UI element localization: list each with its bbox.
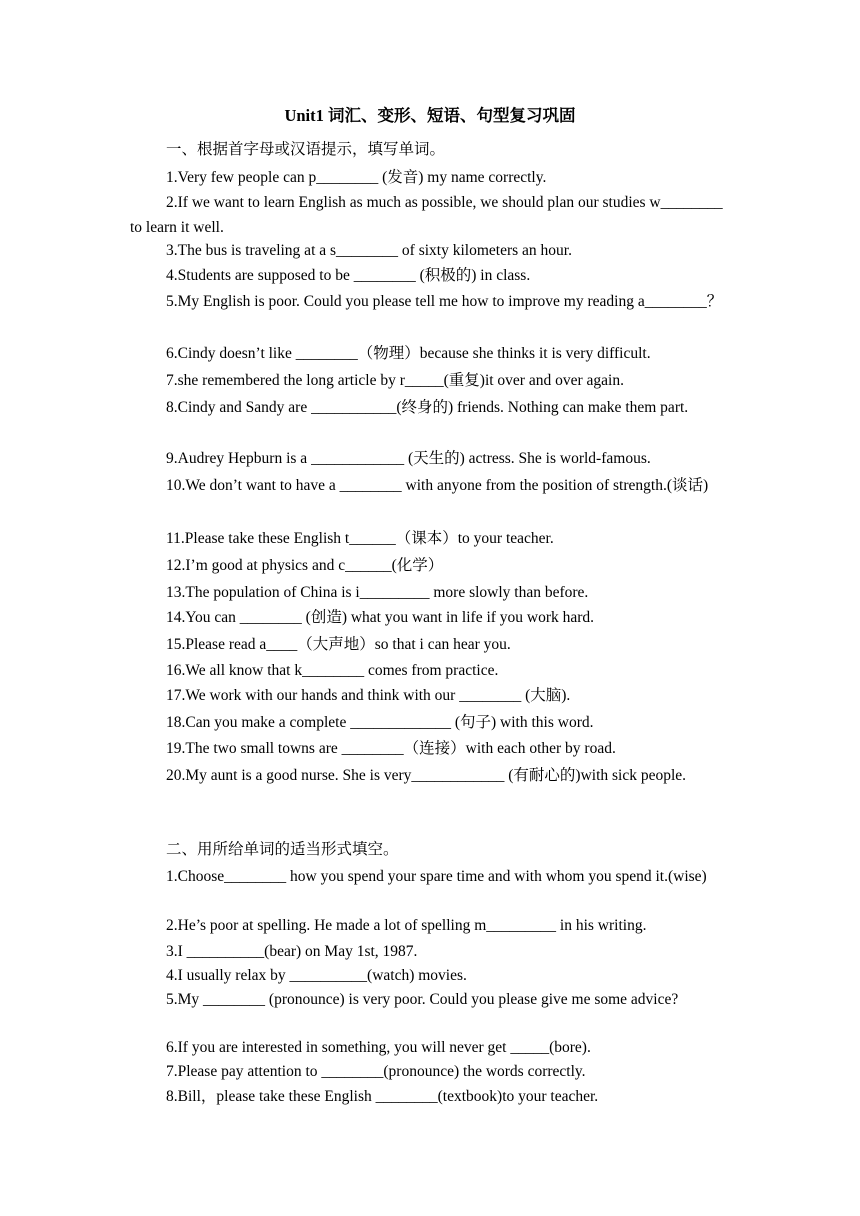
question-item: 13.The population of China is i_________ more slowly than before. bbox=[166, 584, 589, 601]
question-item: 4.I usually relax by __________(watch) movies. bbox=[166, 967, 467, 984]
question-item: 7.she remembered the long article by r_____(重复)it over and over again. bbox=[166, 372, 624, 389]
question-item: 4.Students are supposed to be ________ (积极的) in class. bbox=[166, 267, 531, 284]
page-title: Unit1 词汇、变形、短语、句型复习巩固 bbox=[284, 106, 576, 125]
section1-heading: 一、根据首字母或汉语提示，填写单词。 bbox=[166, 141, 446, 158]
question-item: 5.My English is poor. Could you please tell me how to improve my reading a________？ bbox=[166, 293, 723, 310]
question-item: 1.Very few people can p________ (发音) my name correctly. bbox=[166, 169, 547, 186]
question-item: 8.Bill，please take these English ________(textbook)to your teacher. bbox=[166, 1088, 599, 1105]
question-item: 16.We all know that k________ comes from practice. bbox=[166, 662, 499, 679]
question-item: 14.You can ________ (创造) what you want in life if you work hard. bbox=[166, 609, 595, 626]
question-item: 1.Choose________ how you spend your spare time and with whom you spend it.(wise) bbox=[166, 868, 707, 885]
question-item: 2.If we want to learn English as much as possible, we should plan our studies w________ to learn it well. bbox=[130, 194, 723, 236]
question-item: 17.We work with our hands and think with our ________ (大脑). bbox=[166, 687, 571, 704]
question-item: 10.We don’t want to have a ________ with anyone from the position of strength.(谈话) bbox=[166, 477, 709, 494]
question-item: 3.The bus is traveling at a s________ of sixty kilometers an hour. bbox=[166, 242, 572, 259]
question-item: 12.I’m good at physics and c______(化学） bbox=[166, 557, 444, 574]
question-item: 6.If you are interested in something, you will never get _____(bore). bbox=[166, 1039, 591, 1056]
question-item: 18.Can you make a complete _____________ (句子) with this word. bbox=[166, 714, 594, 731]
question-item: 3.I __________(bear) on May 1st, 1987. bbox=[166, 943, 418, 960]
question-item: 9.Audrey Hepburn is a ____________ (天生的) actress. She is world-famous. bbox=[166, 450, 651, 467]
question-item: 8.Cindy and Sandy are ___________(终身的) friends. Nothing can make them part. bbox=[166, 399, 689, 416]
section2-heading: 二、用所给单词的适当形式填空。 bbox=[166, 841, 399, 858]
question-item: 15.Please read a____（大声地）so that i can hear you. bbox=[166, 636, 511, 653]
question-item: 6.Cindy doesn’t like ________（物理）because she thinks it is very difficult. bbox=[166, 345, 651, 362]
question-item: 11.Please take these English t______（课本）to your teacher. bbox=[166, 530, 554, 547]
question-item: 20.My aunt is a good nurse. She is very____________ (有耐心的)with sick people. bbox=[166, 767, 687, 784]
question-item: 19.The two small towns are ________（连接）with each other by road. bbox=[166, 740, 616, 757]
question-item: 2.He’s poor at spelling. He made a lot of spelling m_________ in his writing. bbox=[166, 917, 647, 934]
question-item: 7.Please pay attention to ________(pronounce) the words correctly. bbox=[166, 1063, 586, 1080]
question-item: 5.My ________ (pronounce) is very poor. Could you please give me some advice? bbox=[166, 991, 679, 1008]
